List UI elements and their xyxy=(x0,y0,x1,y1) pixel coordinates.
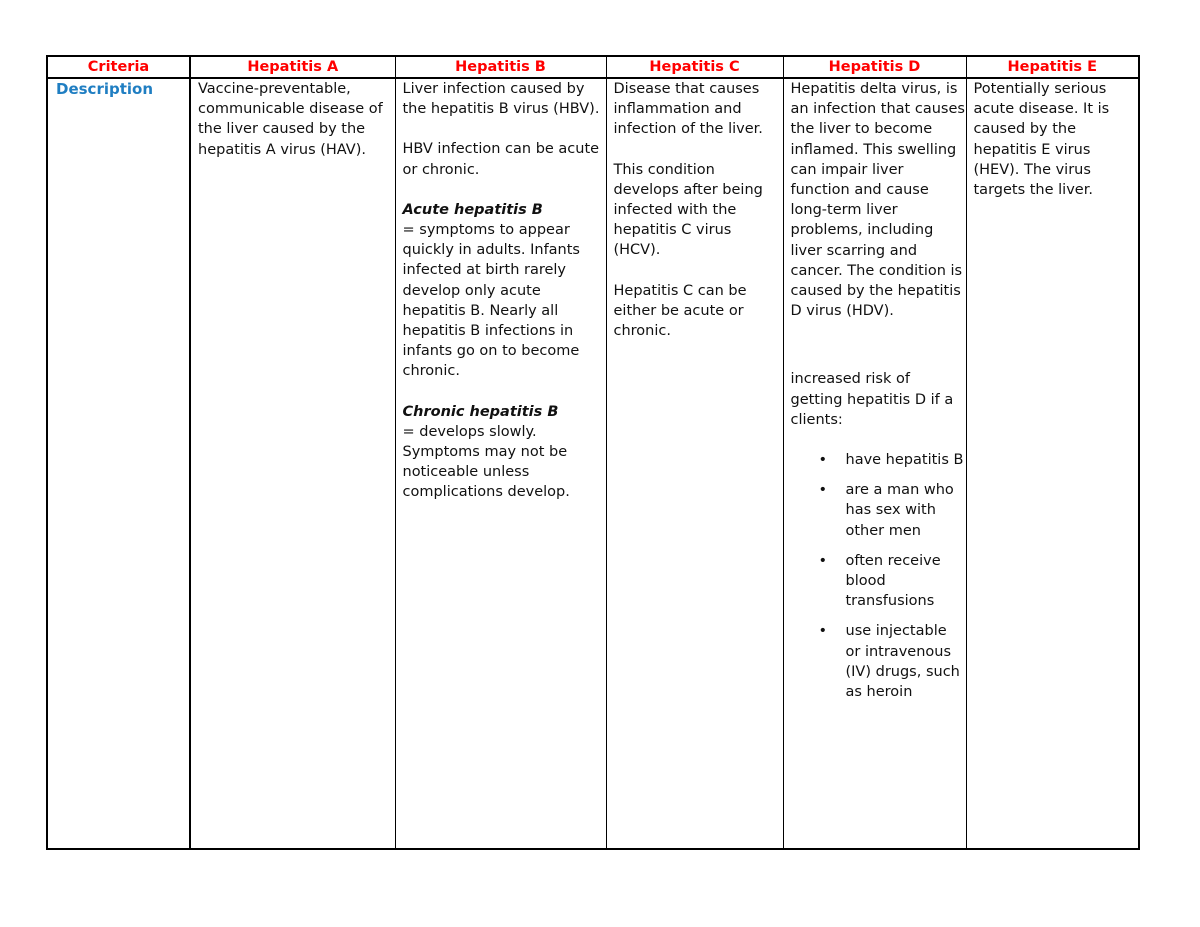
list-item xyxy=(791,621,966,702)
hep-c-types: Hepatitis C can be either be acute or chronic. xyxy=(613,282,747,340)
hep-b-chronic-text: = develops slowly. Symptoms may not be noticeable unless complications develop. xyxy=(402,423,570,501)
description-row xyxy=(47,78,1139,849)
hep-d-intro: Hepatitis delta virus, is an infection that causes the liver to become inflamed. This swelling can impair liver function and cause long-term liver problems, including liver scarring and cancer. The condition is caused by the hepatitis D virus (HDV). xyxy=(790,81,965,320)
list-item xyxy=(791,480,966,541)
hep-e-description: Potentially serious acute disease. It is caused by the hepatitis E virus (HEV). The virus targets the liver. xyxy=(973,81,1110,199)
hep-a-description: Vaccine-preventable, communicable disease of the liver caused by the hepatitis A virus (HAV). xyxy=(198,81,383,158)
hep-b-chronic-title: Chronic hepatitis B xyxy=(402,403,559,420)
bullet-icon: • xyxy=(818,623,828,640)
risk-item-label: use injectable or intravenous (IV) drugs, such as heroin xyxy=(845,623,960,701)
bullet-icon: • xyxy=(818,552,828,569)
cell-hepatitis-b xyxy=(395,78,606,849)
risk-item-label: often receive blood transfusions xyxy=(845,552,941,610)
header-hepatitis-d: Hepatitis D xyxy=(783,56,966,78)
header-hepatitis-b: Hepatitis B xyxy=(395,56,606,78)
list-item xyxy=(791,551,966,612)
header-hepatitis-c: Hepatitis C xyxy=(606,56,783,78)
hep-d-risk-intro: increased risk of getting hepatitis D if a clients: xyxy=(790,371,954,428)
cell-hepatitis-a xyxy=(190,78,395,849)
hep-b-types: HBV infection can be acute or chronic. xyxy=(402,141,600,178)
header-criteria: Criteria xyxy=(47,56,190,78)
bullet-icon: • xyxy=(818,452,828,469)
hep-c-develops: This condition develops after being infected with the hepatitis C virus (HCV). xyxy=(613,161,763,259)
cell-hepatitis-e xyxy=(966,78,1139,849)
hep-d-risk-list xyxy=(791,450,966,702)
hep-b-intro: Liver infection caused by the hepatitis B virus (HBV). xyxy=(402,81,600,118)
row-label-description: Description xyxy=(47,78,190,849)
header-hepatitis-e: Hepatitis E xyxy=(966,56,1139,78)
list-item xyxy=(791,450,966,470)
bullet-icon: • xyxy=(818,482,828,499)
header-row xyxy=(47,56,1139,78)
cell-hepatitis-c xyxy=(606,78,783,849)
risk-item-label: are a man who has sex with other men xyxy=(845,482,954,539)
header-hepatitis-a: Hepatitis A xyxy=(190,56,395,78)
risk-item-label: have hepatitis B xyxy=(845,452,964,469)
hep-b-acute-title: Acute hepatitis B xyxy=(402,201,543,218)
hep-b-acute-text: = symptoms to appear quickly in adults. Infants infected at birth rarely develop only acute hepatitis B. Nearly all hepatitis B infections in infants go on to become chronic. xyxy=(402,222,580,380)
cell-hepatitis-d xyxy=(783,78,966,849)
hepatitis-comparison-table xyxy=(46,55,1140,850)
hep-c-intro: Disease that causes inflammation and infection of the liver. xyxy=(613,81,763,138)
